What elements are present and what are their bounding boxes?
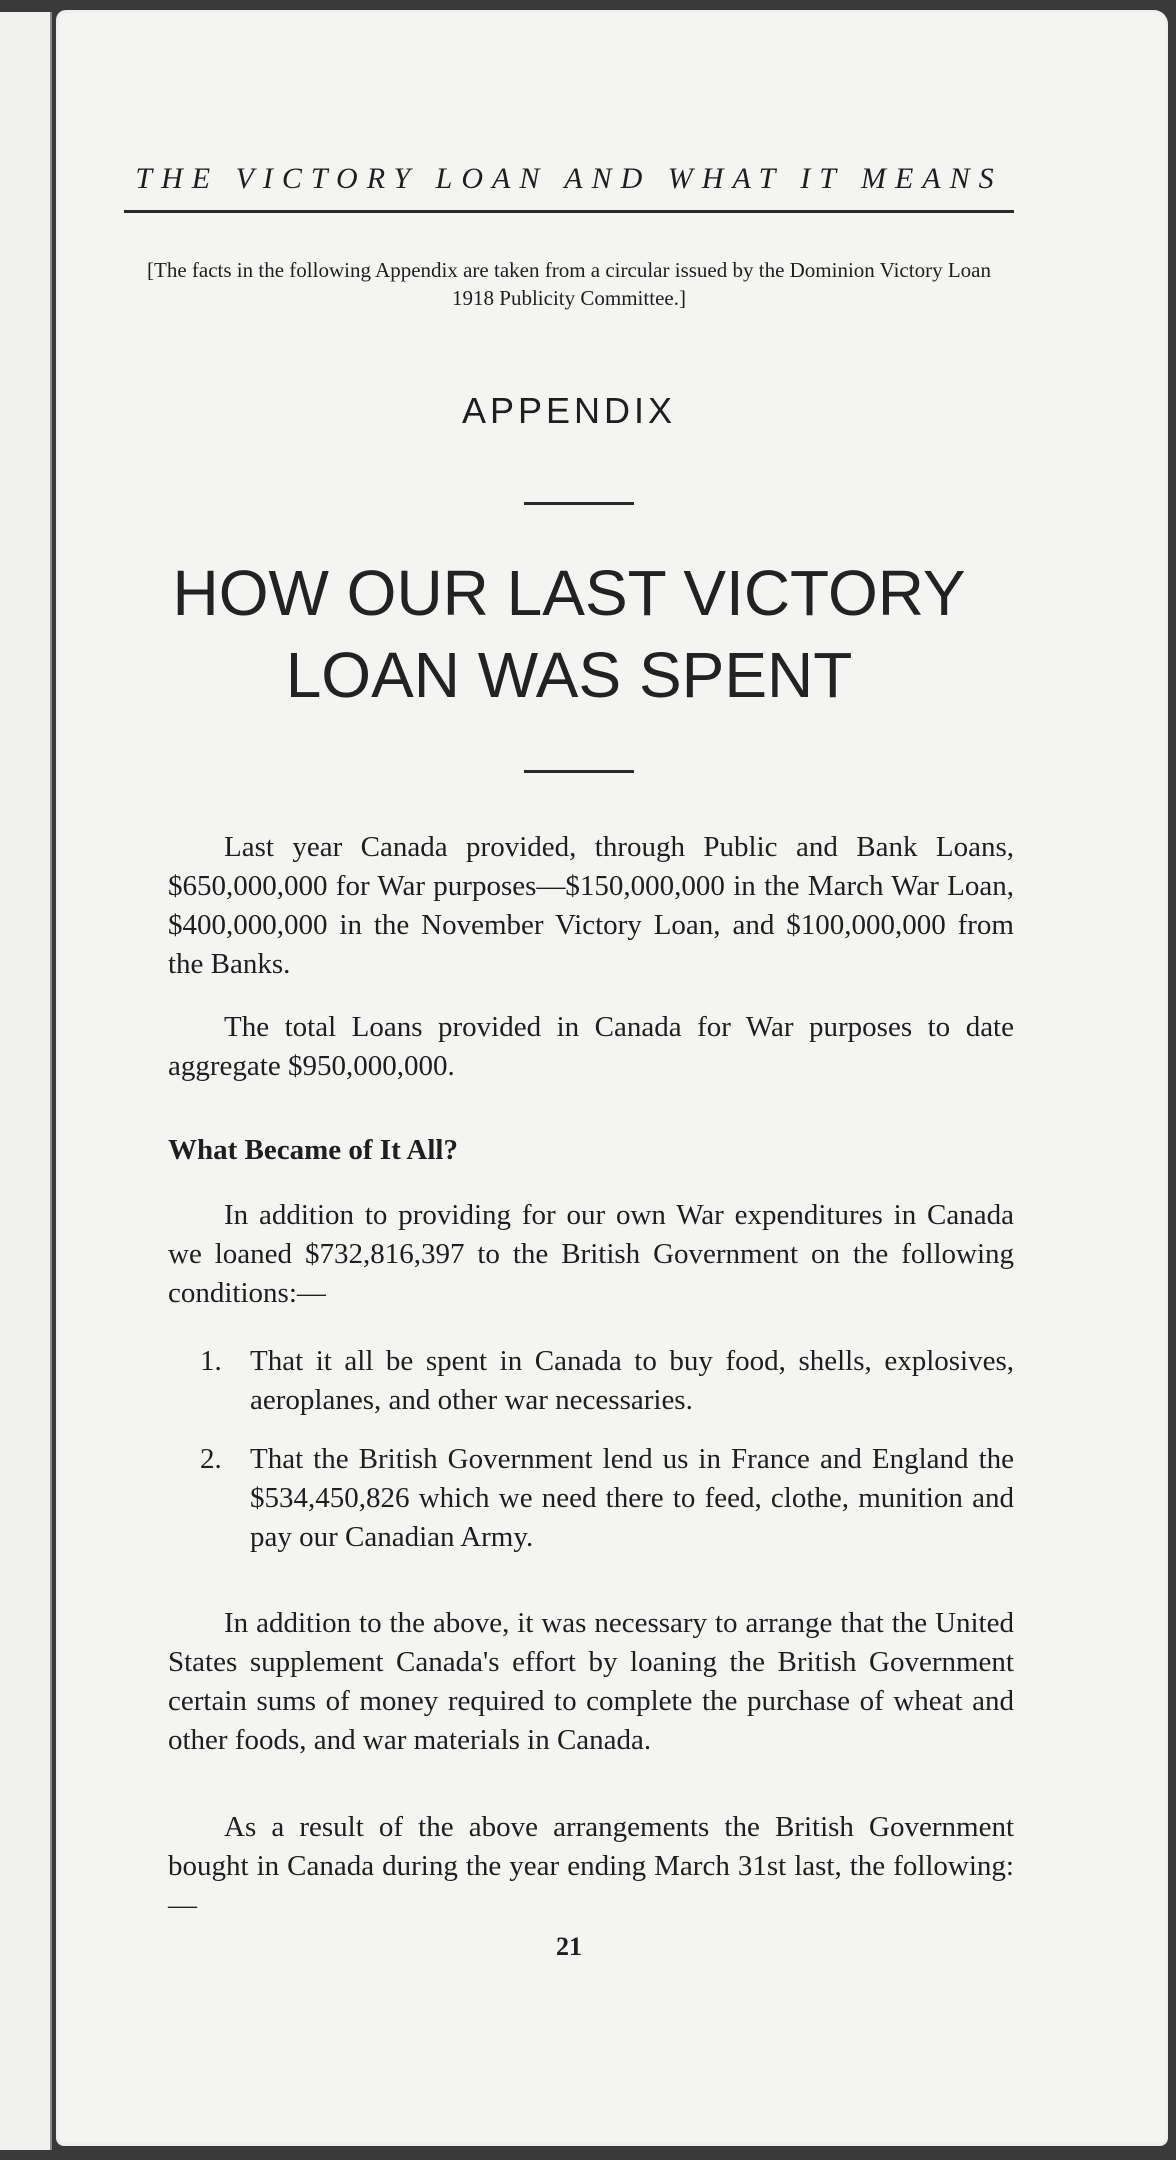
condition-item-2 (200, 1440, 1014, 1557)
facing-page-edge (0, 12, 52, 2150)
running-head-rule (124, 210, 1014, 213)
appendix-title: APPENDIX (461, 390, 677, 431)
running-head: THE VICTORY LOAN AND WHAT IT MEANS (135, 162, 1003, 195)
title-rule-top (524, 502, 634, 505)
condition-number: 1. (200, 1345, 222, 1377)
main-title-line-1: HOW OUR LAST VICTORY (172, 557, 966, 629)
title-rule-bottom (524, 770, 634, 773)
condition-text: That it all be spent in Canada to buy food, shells, explosives, aeroplanes, and other war necessaries. (250, 1345, 1014, 1416)
source-note: [The facts in the following Appendix are taken from a circular issued by the Dominion Victory Loan 1918 Publicity Committee.] (147, 258, 991, 310)
condition-item-1 (200, 1342, 1014, 1420)
condition-text: That the British Government lend us in France and England the $534,450,826 which we need there to feed, clothe, munition and pay our Canadian Army. (250, 1443, 1014, 1553)
main-title-line-2: LOAN WAS SPENT (285, 639, 853, 711)
paragraph-3: In addition to providing for our own War expenditures in Canada we loaned $732,816,397 to the British Government on the following conditions:— (168, 1199, 1014, 1309)
paragraph-5: As a result of the above arrangements the British Government bought in Canada during the year ending March 31st last, the following:— (168, 1811, 1014, 1921)
paragraph-4: In addition to the above, it was necessary to arrange that the United States supplement Canada's effort by loaning the British Government certain sums of money required to complete the purchase of wheat and other foods, and war materials in Canada. (168, 1607, 1014, 1756)
main-title (124, 552, 1014, 716)
paragraph-1: Last year Canada provided, through Public and Bank Loans, $650,000,000 for War purposes—$150,000,000 in the March War Loan, $400,000,000 in the November Victory Loan, and $100,000,000 from the Banks. (168, 831, 1014, 980)
page-number: 21 (556, 1932, 582, 1961)
section-heading: What Became of It All? (168, 1134, 458, 1166)
paragraph-2: The total Loans provided in Canada for War purposes to date aggregate $950,000,000. (168, 1011, 1014, 1082)
condition-number: 2. (200, 1443, 222, 1475)
